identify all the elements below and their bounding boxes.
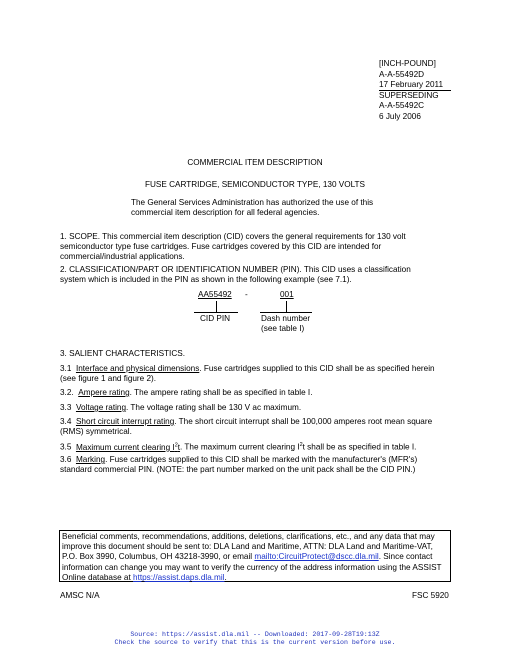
section-title: Ampere rating bbox=[78, 388, 130, 397]
authorization-line: commercial item description for all federal agencies. bbox=[131, 208, 320, 218]
header-line: A-A-55492C bbox=[379, 101, 425, 111]
scope-line: semiconductor type fuse cartridges. Fuse cartridges covered by this CID are intended for bbox=[60, 242, 382, 252]
section-title: Marking bbox=[75, 455, 106, 464]
cid-pin-connector bbox=[216, 301, 217, 312]
dash-number-label: Dash number bbox=[261, 314, 311, 323]
header-line: 6 July 2006 bbox=[379, 111, 421, 121]
header-line: [INCH-POUND] bbox=[379, 59, 436, 68]
classification-line: 2. CLASSIFICATION/PART OR IDENTIFICATION NUMBER (PIN). This CID uses a classification bbox=[60, 265, 411, 274]
section-title: Short circuit interrupt rating bbox=[75, 417, 175, 426]
document-header bbox=[379, 59, 499, 123]
section-3-2: 3.2. Ampere rating. The ampere rating shall be as specified in table I. bbox=[60, 388, 313, 397]
authorization-text bbox=[131, 198, 391, 218]
cid-pin-bracket bbox=[194, 312, 238, 313]
dash-number-bracket bbox=[260, 312, 312, 313]
section-title: Voltage rating bbox=[75, 403, 127, 412]
pin-separator: - bbox=[245, 290, 248, 299]
doc-type-title: COMMERCIAL ITEM DESCRIPTION bbox=[187, 158, 323, 167]
pin-part-dash: 001 bbox=[280, 290, 294, 299]
section-3-3: 3.3 Voltage rating. The voltage rating shall be 130 V ac maximum. bbox=[60, 403, 302, 412]
scope-line: 1. SCOPE. This commercial item description (CID) covers the general requirements for 130 volt bbox=[60, 232, 406, 241]
salient-heading: 3. SALIENT CHARACTERISTICS. bbox=[60, 349, 185, 358]
classification-paragraph bbox=[60, 265, 455, 285]
section-title: Maximum current clearing $I^2t$ bbox=[75, 442, 181, 452]
source-notice: Source: https://assist.dla.mil -- Downloaded: 2017-09-28T19:13Z Check the source to verify that this is the current version before use. bbox=[114, 631, 396, 646]
amsc-label: AMSC N/A bbox=[60, 591, 100, 600]
classification-line: system which is included in the PIN as shown in the following example (see 7.1). bbox=[60, 275, 352, 285]
pin-part-cid: AA55492 bbox=[198, 290, 232, 299]
assist-link[interactable]: https://assist.daps.dla.mil bbox=[133, 572, 225, 582]
dash-number-note: (see table I) bbox=[261, 324, 305, 333]
scope-line: commercial/industrial applications. bbox=[60, 252, 185, 262]
section-3-6: 3.6 Marking. Fuse cartridges supplied to this CID shall be marked with the manufacturer's (MFR's) standard commercial PIN. (NOTE: the part number marked on the unit pack shall be the CID PIN.) bbox=[60, 455, 418, 475]
pin-diagram bbox=[180, 288, 330, 336]
header-line: SUPERSEDING bbox=[379, 90, 439, 100]
header-line: A-A-55492D bbox=[379, 69, 425, 79]
authorization-line: The General Services Administration has authorized the use of this bbox=[131, 198, 374, 207]
header-rule bbox=[379, 90, 451, 91]
fsc-label: FSC 5920 bbox=[412, 591, 449, 600]
dash-number-connector bbox=[286, 301, 287, 312]
section-title: Interface and physical dimensions bbox=[75, 364, 200, 373]
item-title: FUSE CARTRIDGE, SEMICONDUCTOR TYPE, 130 VOLTS bbox=[144, 180, 366, 189]
cid-pin-label: CID PIN bbox=[200, 314, 231, 323]
comments-box: Beneficial comments, recommendations, additions, deletions, clarifications, etc., and any data that may improve this document should be sent to: DLA Land and Maritime, ATTN: DLA Land and Maritime-VAT, P.O. Box 3990, Columbus, OH 43218-3990, or email mailto:CircuitProtect@dscc.dla.mil. Since contact information can change you may want to verify the currency of the address information using the ASSIST Online database at https://assist.daps.dla.mil. bbox=[59, 530, 451, 582]
header-line: 17 February 2011 bbox=[379, 80, 444, 90]
section-3-4: 3.4 Short circuit interrupt rating. The short circuit interrupt shall be 100,000 amperes root mean square (RMS) symmetrical. bbox=[60, 417, 433, 437]
section-3-1: 3.1 Interface and physical dimensions. Fuse cartridges supplied to this CID shall be as specified herein (see figure 1 and figure 2). bbox=[60, 364, 435, 384]
scope-paragraph bbox=[60, 232, 455, 263]
email-link[interactable]: mailto:CircuitProtect@dscc.dla.mil bbox=[254, 552, 379, 562]
section-3-5: 3.5 Maximum current clearing $I^2t$. The maximum current clearing $I^2t$ shall be as specified in table I. bbox=[60, 442, 417, 452]
